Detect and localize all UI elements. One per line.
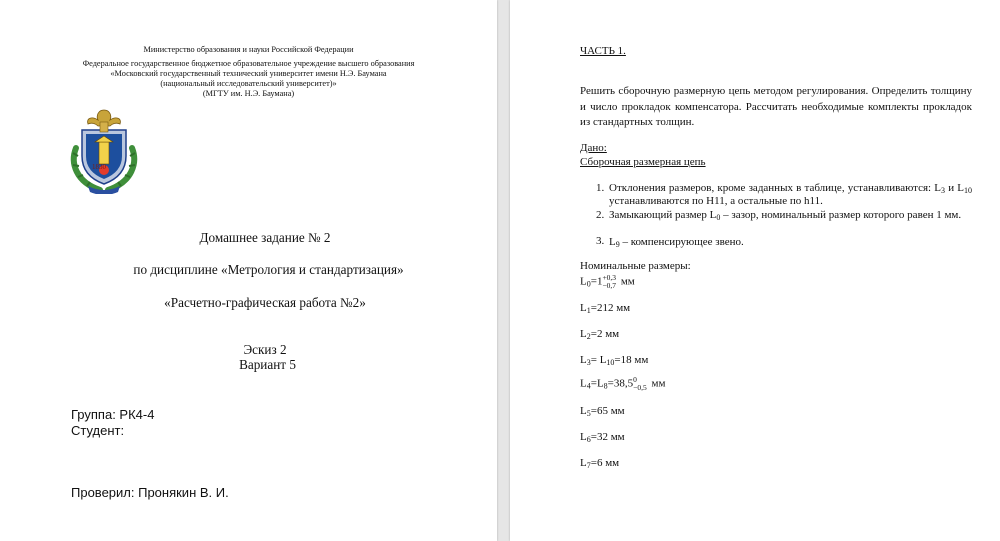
sketch-number: Эскиз 2 [243,342,287,357]
dim-L7: $L_7=6$ мм [580,457,620,470]
org-line-3: (национальный исследовательский университет)» [160,79,337,88]
dim-L4: $L_4=L_8=38,5$ 0 −0,5 мм [580,375,666,392]
list-number-3: 3. [596,235,605,247]
ministry-line: Министерство образования и науки Российской Федерации [143,45,354,54]
list-number-1: 1. [596,182,605,194]
discipline-line: по дисциплине «Метрология и стандартизация» [133,262,404,277]
list-number-2: 2. [596,209,605,221]
student-label: Студент: [71,423,125,438]
group-label: Группа: РК4-4 [71,407,155,422]
given-heading: Дано: [580,142,607,154]
bauman-emblem-logo [66,108,142,194]
chain-heading: Сборочная размерная цепь [580,156,706,168]
nominal-heading: Номинальные размеры: [580,260,691,272]
checked-by-label: Проверил: Пронякин В. И. [71,485,229,500]
list-item-3: $L_9$ – компенсирующее звено. [609,236,744,249]
list-item-1: Отклонения размеров, кроме заданных в таблице, устанавливаются: $L_3$ и $L_{10}$ устанавливаются по H11, а остальные по h11. [609,182,972,207]
dim-L1: $L_1=212$ мм [580,302,631,315]
dim-L2: $L_2=2$ мм [580,328,620,341]
emblem-year: 1830 [92,163,106,171]
dim-L6: $L_6=32$ мм [580,431,625,444]
task-text: Решить сборочную размерную цепь методом регулирования. Определить толщину и число прокладок компенсатора. Рассчитать необходимые комплекты прокладок из стандартных толщин. [580,85,972,128]
title-page [0,0,497,541]
list-item-2: Замыкающий размер $L_0$ – зазор, номинальный размер которого равен 1 мм. [609,209,962,222]
dim-L3: $L_3= L_{10}=18$ мм [580,354,649,367]
org-line-4: (МГТУ им. Н.Э. Баумана) [202,89,295,98]
task-page [510,0,1000,541]
org-line-2: «Московский государственный технический университет имени Н.Э. Баумана [110,69,387,78]
org-line-1: Федеральное государственное бюджетное образовательное учреждение высшего образования [82,59,415,68]
work-title: «Расчетно-графическая работа №2» [164,295,366,310]
homework-title: Домашнее задание № 2 [199,230,331,245]
dim-L5: $L_5=65$ мм [580,405,625,418]
variant-number: Вариант 5 [239,357,296,372]
dim-L0: $L_0=1$ +0,3 −0,7 мм [580,273,635,290]
part-heading: ЧАСТЬ 1. [580,45,626,57]
